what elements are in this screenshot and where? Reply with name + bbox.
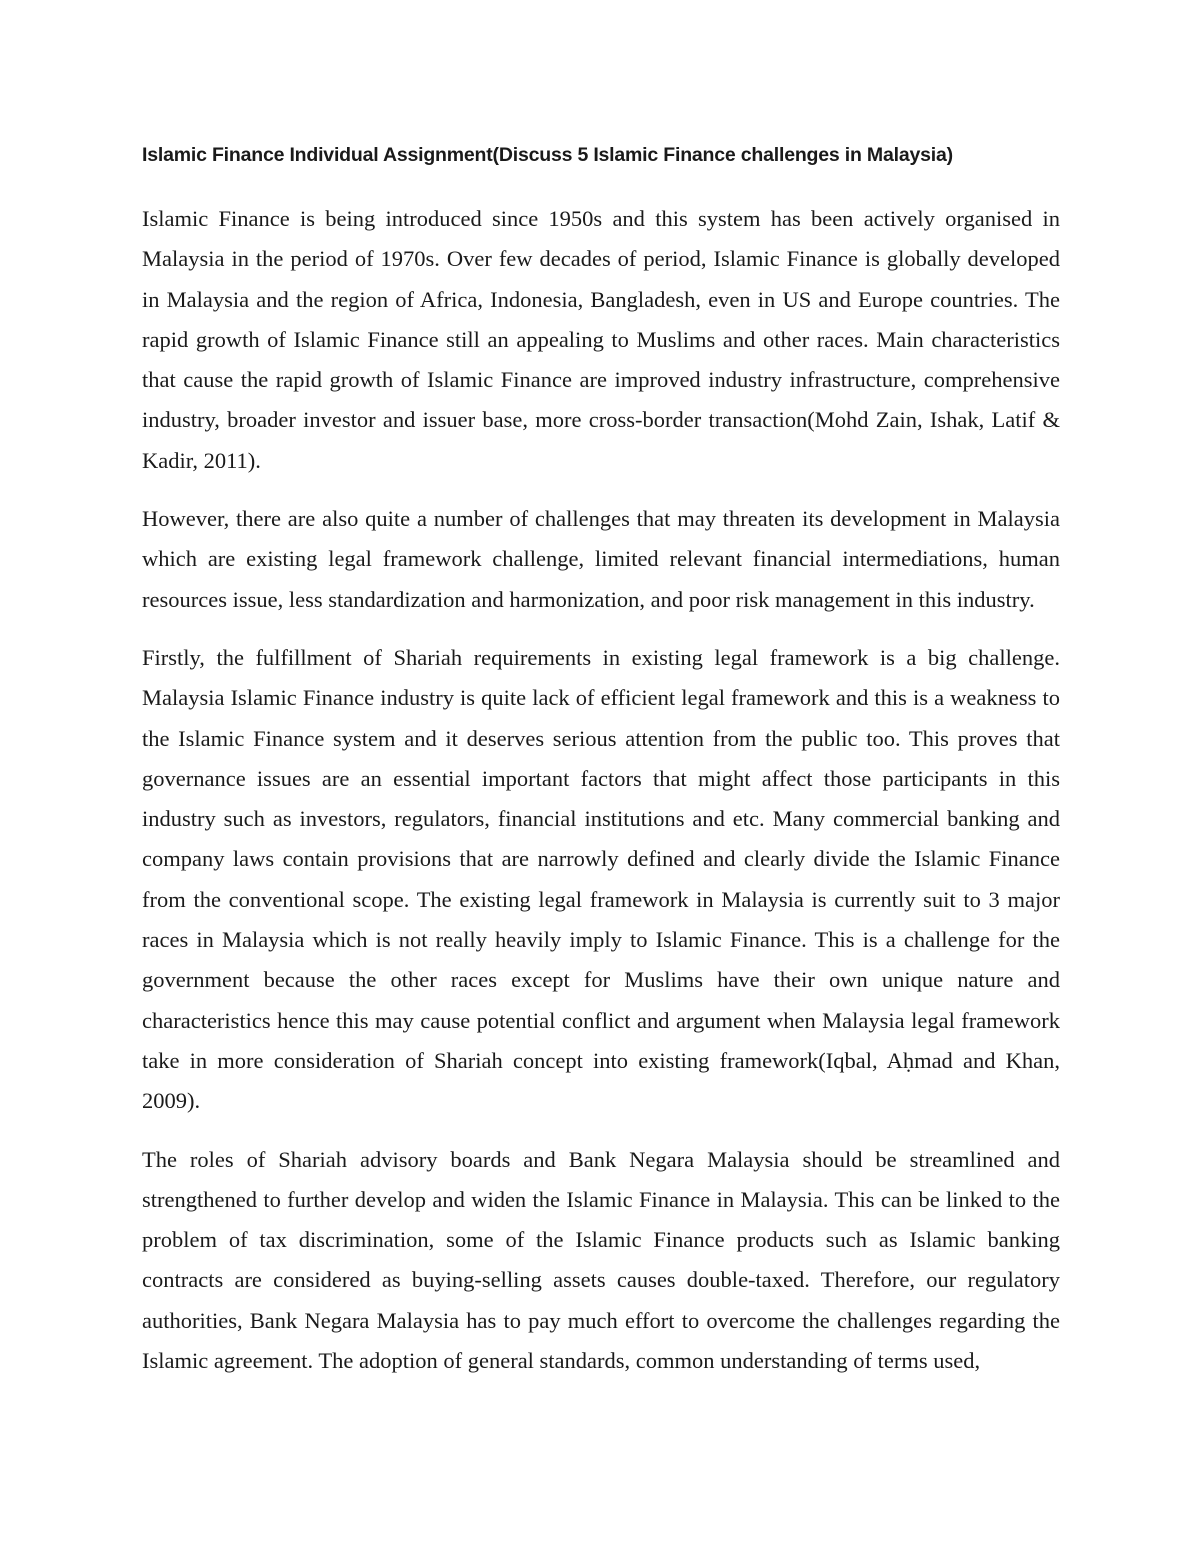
paragraph-shariah-advisory: The roles of Shariah advisory boards and Bank Negara Malaysia should be streamlined and strengthened to further develop and widen the Islamic Finance in Malaysia. This can be linked to the problem of tax discrimination, some of the Islamic Finance products such as Islamic banking contracts are considered as buying-selling assets causes double-taxed. Therefore, our regulatory authorities, Bank Negara Malaysia has to pay much effort to overcome the challenges regarding the Islamic agreement. The adoption of general standards, common understanding of terms used, bbox=[142, 1146, 1060, 1374]
paragraph-challenges-overview: However, there are also quite a number of challenges that may threaten its development in Malaysia which are existing legal framework challenge, limited relevant financial intermediations, human resources issue, less standardization and harmonization, and poor risk management in this industry. bbox=[142, 506, 1060, 612]
paragraph-introduction: Islamic Finance is being introduced since 1950s and this system has been actively organised in Malaysia in the period of 1970s. Over few decades of period, Islamic Finance is globally developed in Malaysia and the region of Africa, Indonesia, Bangladesh, even in US and Europe countries. The rapid growth of Islamic Finance still an appealing to Muslims and other races. Main characteristics that cause the rapid growth of Islamic Finance are improved industry infrastructure, comprehensive industry, broader investor and issuer base, more cross-border transaction(Mohd Zain, Ishak, Latif & Kadir, 2011). bbox=[142, 206, 1060, 473]
document-page bbox=[142, 140, 1060, 1399]
paragraph-legal-framework: Firstly, the fulfillment of Shariah requirements in existing legal framework is a big challenge. Malaysia Islamic Finance industry is quite lack of efficient legal framework and this is a weakness to the Islamic Finance system and it deserves serious attention from the public too. This proves that governance issues are an essential important factors that might affect those participants in this industry such as investors, regulators, financial institutions and etc. Many commercial banking and company laws contain provisions that are narrowly defined and clearly divide the Islamic Finance from the conventional scope. The existing legal framework in Malaysia is currently suit to 3 major races in Malaysia which is not really heavily imply to Islamic Finance. This is a challenge for the government because the other races except for Muslims have their own unique nature and characteristics hence this may cause potential conflict and argument when Malaysia legal framework take in more consideration of Shariah concept into existing framework(Iqbal, Aḥmad and Khan, 2009). bbox=[142, 644, 1060, 1114]
document-title: Islamic Finance Individual Assignment(Discuss 5 Islamic Finance challenges in Malaysia) bbox=[142, 144, 953, 166]
